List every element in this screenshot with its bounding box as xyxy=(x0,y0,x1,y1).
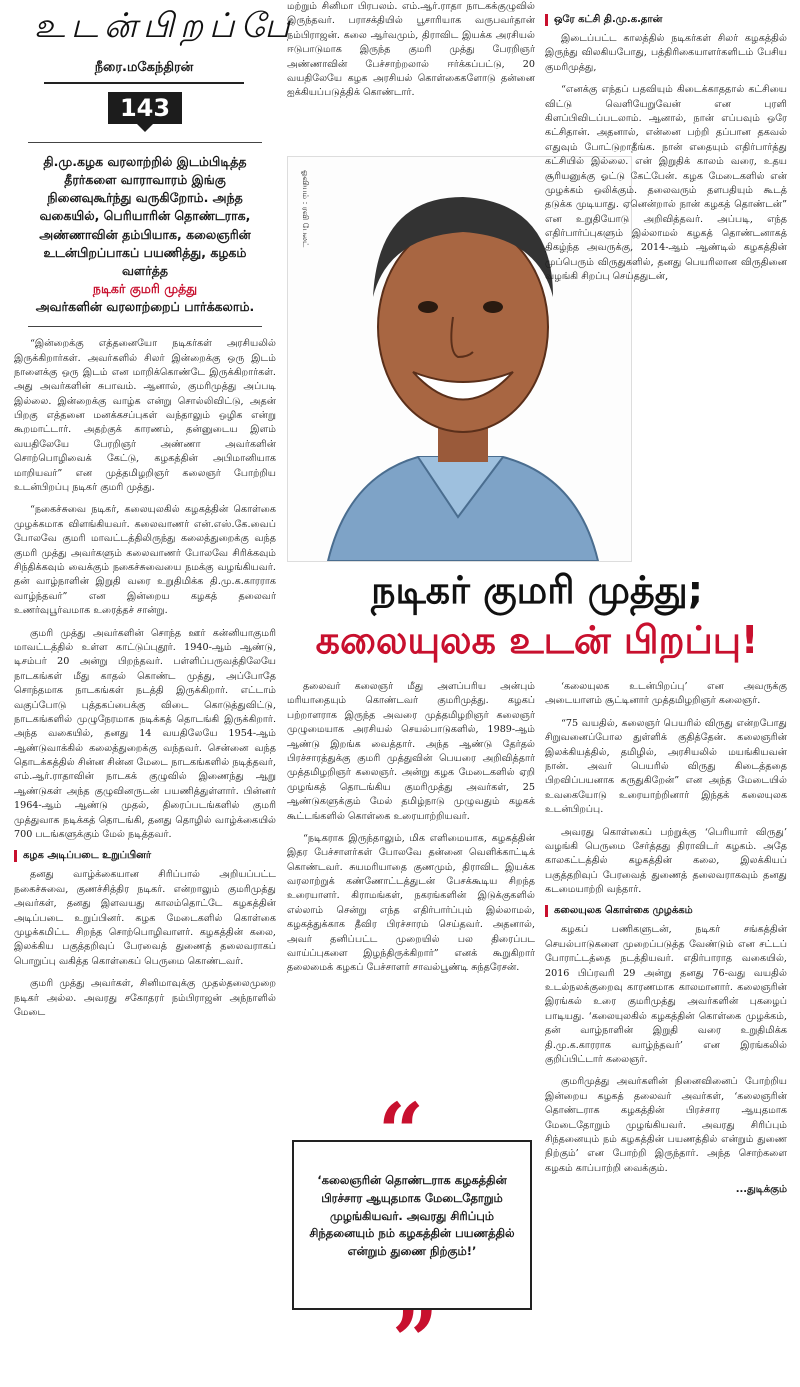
paragraph: மற்றும் சினிமா பிரபலம். எம்.ஆர்.ராதா நாடகக்குழுவில் இருந்தவர். பராசக்தியில் பூசாரியாக வருபவர்தான் நம்பிராஜன். கலை ஆர்வமும், திராவிட இயக்க அரசியல் ஈடுபாடுமாக இருந்த குமரி முத்து பேரறிஞர் அண்ணாவின் பேச்சாற்றலால் ஈர்க்கப்பட்டு, 20 வயதிலேயே கழக அரசியல் கொள்கைகளோடு தன்னை ஐக்கியப்படுத்திக் கொண்டார். xyxy=(287,1,535,99)
column-2 xyxy=(287,0,535,109)
pull-quote-text: ‘கலைஞரின் தொண்டராக கழகத்தின் பிரச்சார ஆயுதமாக மேடைதோறும் முழங்கியவர். அவரது சிரிப்பும் சிந்தனையும் நம் கழகத்தின் பயணத்தில் என்றும் துணை நிற்கும்!’ xyxy=(309,1173,515,1259)
paragraph: குமரி முத்து அவர்கள், சினிமாவுக்கு முதல்தலைமுறை நடிகர் அல்ல. அவரது சகோதரர் நம்பிராஜன் அந்நாளில் மேடை xyxy=(14,978,276,1018)
paragraph: குமரி முத்து அவர்களின் சொந்த ஊர் கன்னியாகுமரி மாவட்டத்தில் உள்ள காட்டுப்புதூர். 1940-ஆம் ஆண்டு, டிசம்பர் 20 அன்று பிறந்தவர். பள்ளிப்பருவத்திலேயே நாடகங்கள் மீது காதல் கொண்ட முத்து, அப்போதே சொந்தமாக நாடகங்கள் நடத்தி இருக்கிறார். எட்டாம் வகுப்போடு புத்தகப்பைக்கு விடை கொடுத்துவிட்டு, நாடகங்களில் முழுநேரமாக நடிக்கத் தொடங்கி இருக்கிறார். அந்த வகையில், தனது 14 வயதிலேயே 1954-ஆம் ஆண்டுவாக்கில் கலைத்துறைக்கு வந்தவர். சென்னை வந்த தொடக்கத்தில் சின்ன சின்ன மேடை நாடகங்களில் நடித்தவர், எம்.ஆர்.ராதாவின் நாடகக் குழுவில் இணைந்து ஆறு ஆண்டுகள் அந்த குழுவினருடன் பயணித்துள்ளார். பின்னர் 1964-ஆம் ஆண்டு முதல், திரைப்படங்களில் குமரி முத்துவாக நடிக்கத் தொடங்கி, தனது தொழில் வாழ்க்கையில் 700 படங்களுக்கும் மேல் நடித்தவர். xyxy=(14,627,276,841)
portrait-credit: ஓவியம் : ரவி பேலட் xyxy=(301,170,310,248)
headline-line-1: நடிகர் குமரி முத்து; xyxy=(371,568,703,612)
paragraph: தனது வாழ்க்கையான சிரிப்பால் அறியப்பட்ட நகைச்சுவை, குணச்சித்திர நடிகர். என்றாலும் குமரிமுத்து அவர்கள், தனது இளவயது காலம்தொட்டே கழகத்தின் அடிப்படை உறுப்பினர். கழக மேடைகளில் கொள்கை முழக்கமிட்ட சிறந்த சொற்பொழிவாளர். கழகத்தின் கலை, இலக்கிய பகுத்தறிவுப் பேரவைத் துணைத் தலைவராகப் பொறுப்பு வகித்த கொள்கைப் பெருமை கொண்டவர். xyxy=(14,869,276,967)
column-1 xyxy=(14,0,296,1028)
intro-highlight: நடிகர் குமரி முத்து xyxy=(92,280,198,296)
paragraph: ‘கலையுலக உடன்பிறப்பு’ என அவருக்கு அடையாளம் சூட்டினார் முத்தமிழறிஞர் கலைஞர். xyxy=(545,681,787,707)
paragraph: “இன்றைக்கு எத்தனையோ நடிகர்கள் அரசியலில் இருக்கிறார்கள். அவர்களில் சிலர் இன்றைக்கு ஒரு இடம் நாளைக்கு ஒரு இடம் என மாறிக்கொண்டே இருக்கிறார்கள். அது அவர்களின் சுபாவம். ஆனால், குமரிமுத்து அப்படி இல்லை. இன்றைக்கு வாழ்க என்று சொல்லிவிட்டு, அதன் பிறகு எத்தனை மனக்கசப்புகள் வந்தாலும் ஒழிக என்று கூறமாட்டார். அதற்குக் காரணம், தன்னுடைய இளம் வயதிலேயே பேரறிஞர் அண்ணா அவர்களின் சொற்பொழிவைக் கேட்டு, கழகத்தின் அபிமானியாக மாறியவர்” என முத்தமிழறிஞர் கலைஞர் போற்றிய உடன்பிறப்பு நடிகர் குமரி முத்து. xyxy=(14,338,276,494)
column-2-lower xyxy=(287,680,535,984)
series-title: உடன்பிறப்பே xyxy=(34,6,296,46)
paragraph: இடைப்பட்ட காலத்தில் நடிகர்கள் சிலர் கழகத்தில் இருந்து விலகியபோது, பத்திரிகையாளர்களிடம் பேசிய குமரிமுத்து, xyxy=(545,33,787,73)
intro-end: அவர்களின் வரலாற்றைப் பார்க்கலாம். xyxy=(35,299,255,314)
section-heading: கழக அடிப்படை உறுப்பினர் xyxy=(14,850,276,862)
paragraph: “எனக்கு எந்தப் பதவியும் கிடைக்காததால் கட்சியை விட்டு வெளியேறுவேன் என புரளி கிளப்பிவிடப்படலாம். ஆனால், நான் எப்பவும் ஒரே கட்சிதான். அதனால், என்னை பற்றி தப்பான தகவல் எதுவும் போட்டுறாதீங்க. நான் எதையும் எதிர்பார்த்து கட்சியில் இல்லை. என் இறுதிக் காலம் வரை, உதய சூரியனுக்கு ஓட்டு கேட்பேன். கழக மேடைகளில் என் முழக்கம் ஒலிக்கும். தலைவரும் தளபதியும் கூடத் தடுக்க முடியாது. ஏனென்றால் நான் கழகத் தொண்டன்” என உறுதியோடு அறிவித்தவர். அப்படி, எந்த எதிர்பார்ப்புகளும் இல்லாமல் கழகத் தொண்டனாகத் திகழ்ந்த அவருக்கு, 2014-ஆம் ஆண்டில் கழகத்தின் முப்பெரும் விருதுகளில், தனது பெயரிலான விருதினை வழங்கி சிறப்பு செய்ததுடன், xyxy=(545,84,787,283)
paragraph: தலைவர் கலைஞர் மீது அளப்பரிய அன்பும் மரியாதையும் கொண்டவர் குமரிமுத்து. கழகப் பற்றாளராக இருந்த அவரை முத்தமிழறிஞர் கலைஞர் முழுமையாக அரசியல் செயல்பாடுகளில், 1989-ஆம் ஆண்டு இறங்க வைத்தார். அந்த ஆண்டு தேர்தல் பிரச்சாரத்துக்கு குமரி முத்துவின் பெயரை அறிவித்தார் முத்தமிழறிஞர் கலைஞர். அன்று கழக மேடைகளில் ஏறி முழங்கத் தொடங்கிய குமரிமுத்து அவர்கள், 25 ஆண்டுகளுக்கும் மேல் தமிழ்நாடு முழுவதும் கழகக் கூட்டங்களில் கொள்கை உரையாற்றியவர். xyxy=(287,681,535,822)
section-heading: கலையுலக கொள்கை முழக்கம் xyxy=(545,905,787,917)
paragraph: குமரிமுத்து அவர்களின் நினைவினைப் போற்றிய இன்றைய கழகத் தலைவர் அவர்கள், ‘கலைஞரின் தொண்டராக கழகத்தின் பிரச்சார ஆயுதமாக மேடைதோறும் முழங்கியவர். அவரது சிரிப்பும் சிந்தனையும் நம் கழகத்தின் பயணத்தில் என்றும் துணை நிற்கும்’ என போற்றி இருந்தார். அந்த சொற்களை கழகம் காப்பாற்றி வைக்கும். xyxy=(545,1076,787,1174)
paragraph: “நகைச்சுவை நடிகர், கலையுலகில் கழகத்தின் கொள்கை முழக்கமாக விளங்கியவர். கலைவாணர் என்.எஸ்.கே.வைப் போலவே குமரி மாவட்டத்திலிருந்து கலைத்துறைக்கு வந்த குமரி முத்து அவர்களும் கலைவாணர் போலவே சிரிக்கவும் சிந்திக்கவும் வைக்கும் நகைச்சுவையை நமக்கு வழங்கியவர். தன் வாழ்நாளின் இறுதி வரை உறுதிமிக்க தி.மு.க.காரராக வாழ்ந்தவர்” என இன்றைய கழகத் தலைவர் உணர்வுபூர்வமாக உரைத்தச் சான்று. xyxy=(14,504,276,617)
paragraph: “நடிகராக இருந்தாலும், மிக எளிமையாக, கழகத்தின் இதர பேச்சாளர்கள் போலவே தன்னை வெளிக்காட்டிக் கொண்டவர். சுயமரியாதை குணமும், திராவிட இயக்க வரலாற்றுக் கண்ணோட்டத்துடன் பேசக்கூடிய சிறந்த உரையாளர். கிராமங்கள், நகரங்களின் இடுக்குகளில் எல்லாம் சென்று எந்த எதிர்பார்ப்பும் இல்லாமல், கழகத்துக்காக தீவிர பிரச்சாரம் செய்தவர். அதனால், அவர் தனிப்பட்ட முறையில் பல திரைப்பட வாய்ப்புகளை இழந்திருக்கிறார்” எனக் கூறுகிறார் தலைமைக் கழகப் பேச்சாளர் சாவல்பூண்டி சுந்தரேசன். xyxy=(287,832,535,974)
paragraph: அவரது கொள்கைப் பற்றுக்கு ‘பெரியார் விருது’ வழங்கி பெருமை சேர்த்தது திராவிடர் கழகம். அதே காலகட்டத்தில் கழகத்தின் கலை, இலக்கியப் பகுத்தறிவுப் பேரவைத் துணைத் தலைவராகவும் தனது கடமையாற்றி வந்தார். xyxy=(545,826,787,896)
close-quote-icon: ” xyxy=(392,1293,439,1387)
open-quote-icon: “ xyxy=(378,1085,425,1179)
episode-number: 143 xyxy=(108,92,182,124)
intro-text: தி.மு.கழக வரலாற்றில் இடம்பிடித்த தீரர்களை வாராவாரம் இங்கு நினைவுகூர்ந்து வருகிறோம். அந்த வகையில், பெரியாரின் தொண்டராக, அண்ணாவின் தம்பியாக, கலைஞரின் உடன்பிறப்பாகப் பயணித்து, கழகம் வளர்த்த xyxy=(39,154,251,278)
column-3-lower xyxy=(545,680,787,1196)
headline-line-2: கலையுலக உடன் பிறப்பு! xyxy=(315,618,759,662)
intro-box xyxy=(28,142,262,327)
continued-marker: ...துடிக்கும் xyxy=(735,1184,787,1196)
paragraph: கழகப் பணிகளுடன், நடிகர் சங்கத்தின் செயல்பாடுகளை முறைப்படுத்த வேண்டும் என சட்டப் போராட்டத்தை நடத்தியவர். எதிர்பாராத வகையில், 2016 பிப்ரவரி 29 அன்று தனது 76-வது வயதில் உடல்நலக்குறைவு காரணமாக காலமானார். கலைஞரின் இரங்கல் உரை குமரிமுத்து அவர்களின் புகழைப் பாடியது. ‘கலையுலகில் கழகத்தின் கொள்கை முழக்கம், தன் வாழ்நாளின் இறுதி வரை உறுதிமிக்க தி.மு.க.காரராக வாழ்ந்தவர்’ என இரங்கலில் குறிப்பிட்டார் கலைஞர். xyxy=(545,924,787,1065)
pull-quote xyxy=(292,1140,532,1310)
author-name: நீரை.மகேந்திரன் xyxy=(44,60,244,84)
paragraph: “75 வயதில், கலைஞர் பெயரில் விருது என்றபோது சிறுவனைப்போல துள்ளிக் குதித்தேன். கலைஞரின் இலக்கியத்தில், தமிழில், அரசியலில் மயங்கியவன் நான். அவர் பெயரில் விருது கிடைத்ததை பிறவிப்பயனாக கருதுகிறேன்” என அந்த மேடையில் உவகையோடு உரையாற்றினார் இந்தக் கலையுலக உடன்பிறப்பு. xyxy=(545,717,787,816)
column-3 xyxy=(545,0,787,293)
section-heading: ஒரே கட்சி தி.மு.க.தான் xyxy=(545,14,787,26)
